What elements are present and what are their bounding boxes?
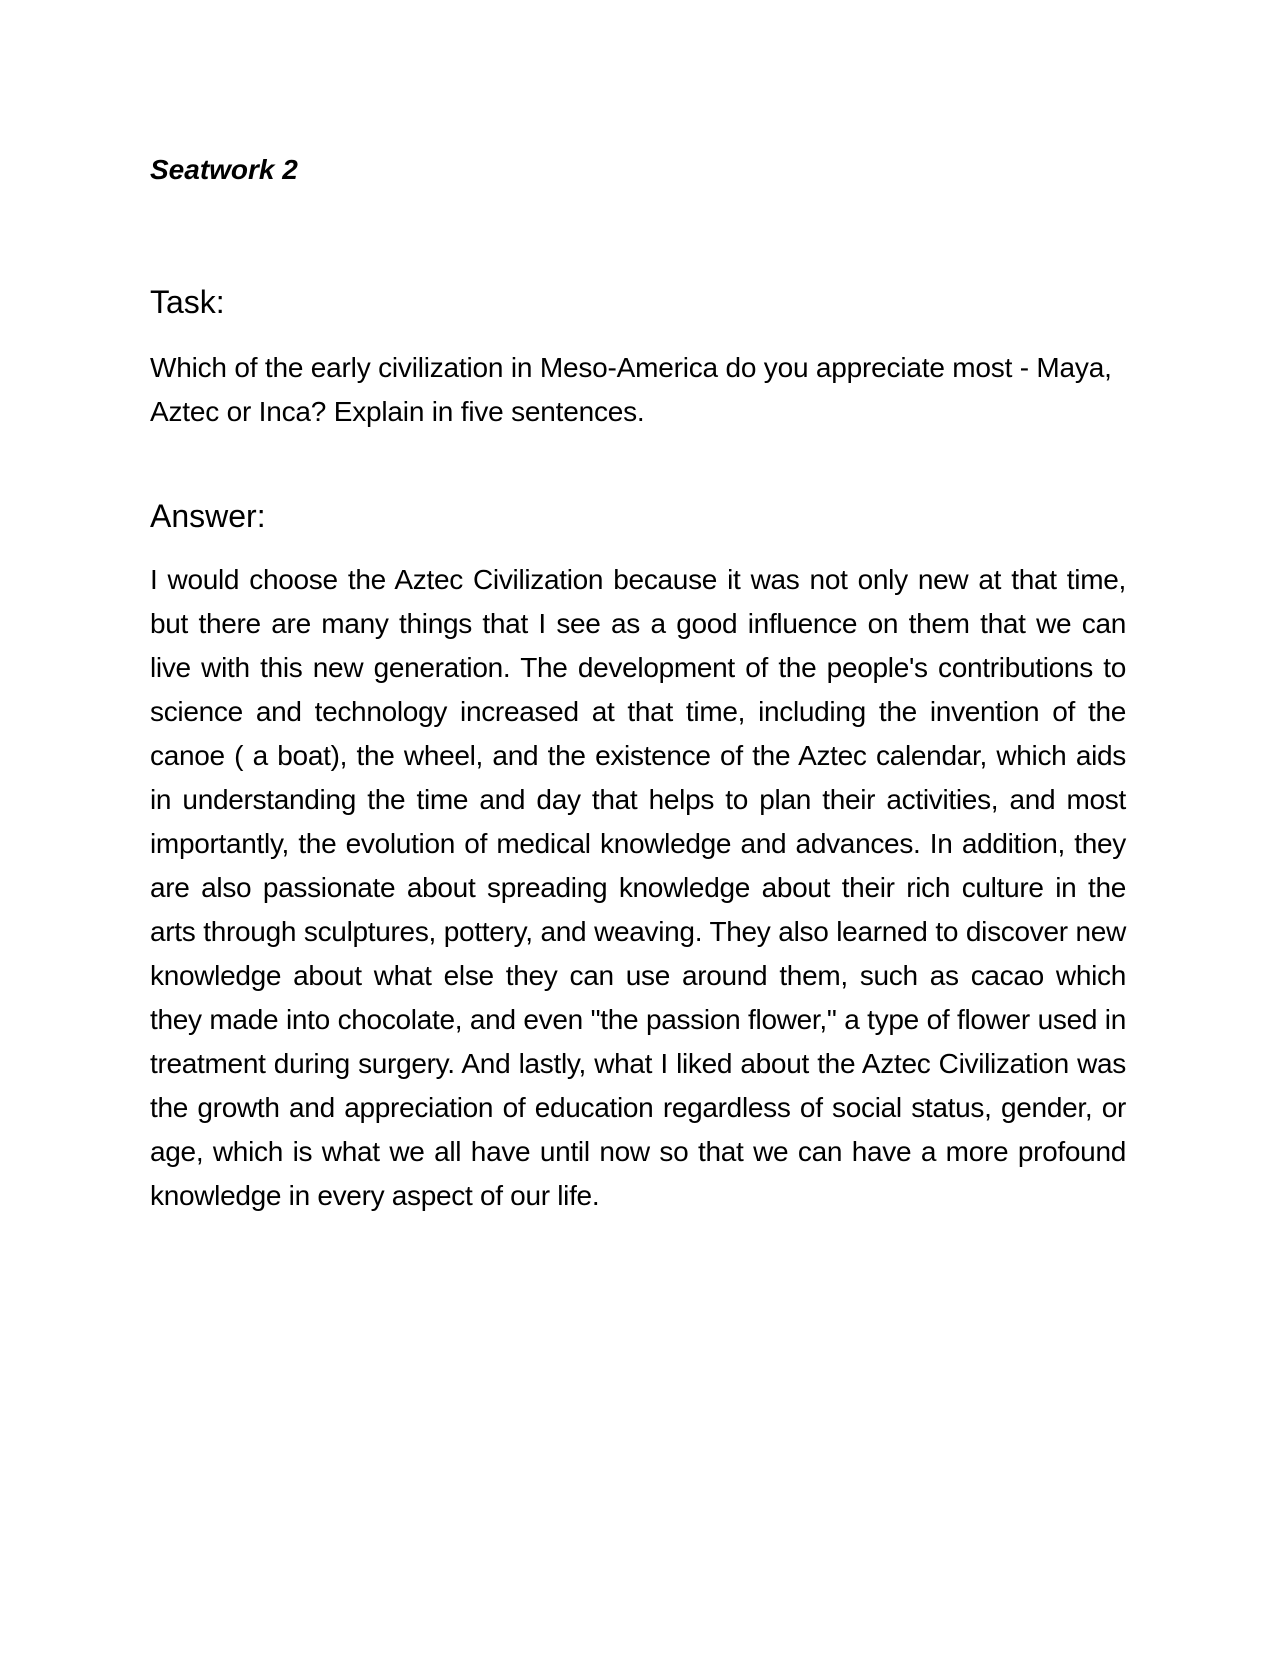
answer-heading: Answer: [150,498,266,534]
document-title: Seatwork 2 [150,154,298,185]
task-prompt: Which of the early civilization in Meso-America do you appreciate most - Maya, Aztec or Inca? Explain in five sentences. [150,352,1112,427]
answer-body: I would choose the Aztec Civilization because it was not only new at that time, but there are many things that I see as a good influence on them that we can live with this new generation. The development of the people's contributions to science and technology increased at that time, including the invention of the canoe ( a boat), the wheel, and the existence of the Aztec calendar, which aids in understanding the time and day that helps to plan their activities, and most importantly, the evolution of medical knowledge and advances. In addition, they are also passionate about spreading knowledge about their rich culture in the arts through sculptures, pottery, and weaving. They also learned to discover new knowledge about what else they can use around them, such as cacao which they made into chocolate, and even "the passion flower," a type of flower used in treatment during surgery. And lastly, what I liked about the Aztec Civilization was the growth and appreciation of education regardless of social status, gender, or age, which is what we all have until now so that we can have a more profound knowledge in every aspect of our life. [150,564,1126,1211]
task-heading: Task: [150,284,225,320]
